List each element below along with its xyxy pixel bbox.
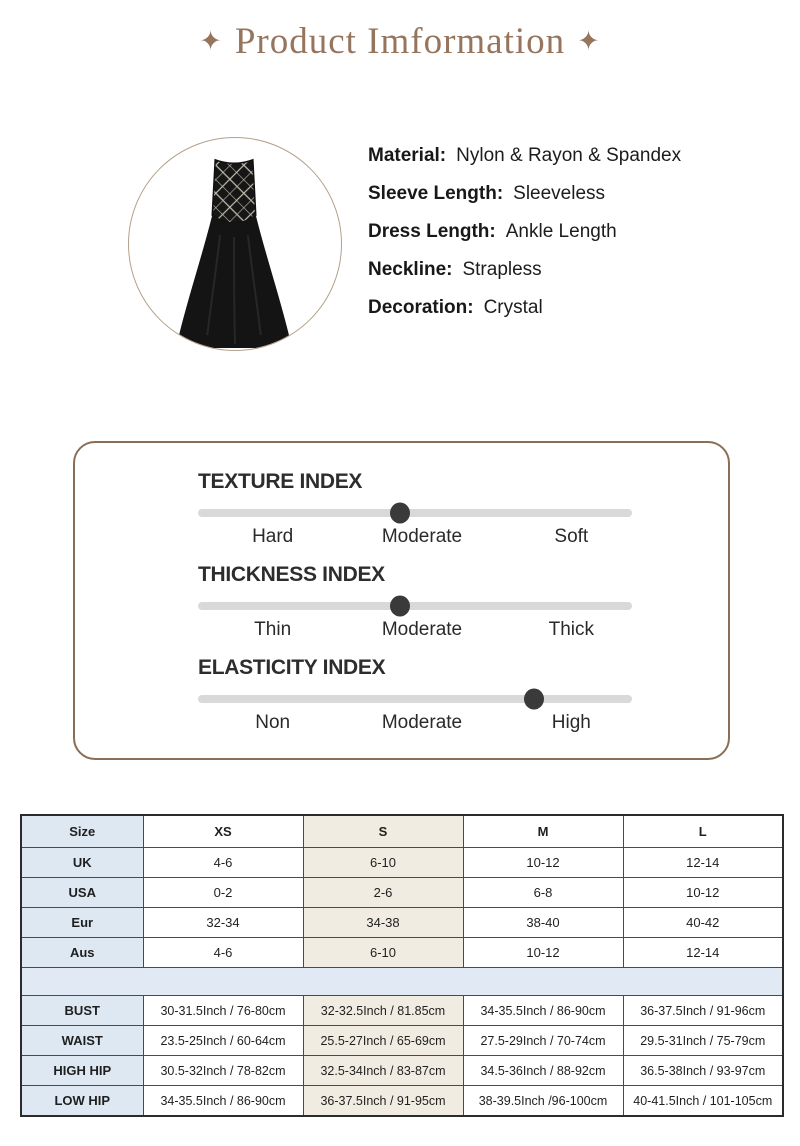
size-chart-table [20,814,784,1117]
column-header-xs: XS [143,815,303,848]
detail-row-decoration [368,296,681,320]
slider-label: Non [255,712,291,733]
slider-label: Moderate [381,712,463,733]
table-cell: 32-32.5Inch / 81.85cm [303,996,463,1026]
table-cell: 25.5-27Inch / 65-69cm [303,1026,463,1056]
elasticity-index-section [198,656,728,734]
detail-label: Sleeve Length: [368,183,504,204]
texture-slider-track [198,509,632,517]
detail-label: Decoration: [368,297,474,318]
detail-value: Sleeveless [513,183,606,204]
table-cell: 4-6 [143,848,303,878]
elasticity-slider-track [198,695,632,703]
row-label: WAIST [21,1026,143,1056]
slider-label: Soft [554,526,589,547]
table-cell: 0-2 [143,878,303,908]
thickness-index-title: THICKNESS INDEX [198,563,385,586]
table-row-usa [21,878,783,908]
table-row-uk [21,848,783,878]
fabric-index-card [73,441,730,760]
table-cell: 38-40 [463,908,623,938]
detail-label: Material: [368,145,447,166]
detail-value: Strapless [462,259,542,280]
thickness-index-section [198,563,728,641]
column-header-s: S [303,815,463,848]
table-cell: 23.5-25Inch / 60-64cm [143,1026,303,1056]
table-row-waist [21,1026,783,1056]
elasticity-index-title: ELASTICITY INDEX [198,656,386,679]
table-cell: 30.5-32Inch / 78-82cm [143,1056,303,1086]
row-label: Aus [21,938,143,968]
detail-value: Crystal [483,297,543,318]
table-cell: 34-35.5Inch / 86-90cm [463,996,623,1026]
column-header-size: Size [21,815,143,848]
table-cell: 32.5-34Inch / 83-87cm [303,1056,463,1086]
slider-label: Thin [254,619,292,640]
table-row-bust [21,996,783,1026]
row-label: USA [21,878,143,908]
page-title-text: Product Imformation [234,21,566,62]
table-row-high-hip [21,1056,783,1086]
table-cell: 32-34 [143,908,303,938]
sparkle-right-icon: ✦ [577,26,601,57]
page-title [0,0,800,63]
thickness-slider-track [198,602,632,610]
detail-value: Ankle Length [505,221,617,242]
texture-index-title: TEXTURE INDEX [198,470,363,493]
detail-row-material [368,144,681,168]
table-cell: 29.5-31Inch / 75-79cm [623,1026,783,1056]
slider-label: Moderate [381,619,463,640]
table-cell: 34-35.5Inch / 86-90cm [143,1086,303,1117]
table-cell: 36-37.5Inch / 91-96cm [623,996,783,1026]
table-cell: 6-10 [303,938,463,968]
detail-value: Nylon & Rayon & Spandex [456,145,682,166]
elasticity-slider-labels [198,712,646,734]
detail-label: Neckline: [368,259,453,280]
table-row-aus [21,938,783,968]
row-label: BUST [21,996,143,1026]
table-cell: 2-6 [303,878,463,908]
row-label: UK [21,848,143,878]
texture-slider-labels [198,526,646,548]
table-row-low-hip [21,1086,783,1117]
detail-label: Dress Length: [368,221,496,242]
spacer-cell [21,968,783,996]
table-cell: 10-12 [623,878,783,908]
table-cell: 36.5-38Inch / 93-97cm [623,1056,783,1086]
slider-label: Moderate [381,526,463,547]
table-cell: 27.5-29Inch / 70-74cm [463,1026,623,1056]
detail-row-dress-length [368,220,681,244]
table-cell: 36-37.5Inch / 91-95cm [303,1086,463,1117]
table-cell: 40-41.5Inch / 101-105cm [623,1086,783,1117]
texture-index-section [198,470,728,548]
dress-image [129,138,339,348]
table-row-eur [21,908,783,938]
column-header-l: L [623,815,783,848]
column-header-m: M [463,815,623,848]
table-cell: 10-12 [463,938,623,968]
slider-label: High [551,712,591,733]
slider-label: Hard [252,526,294,547]
texture-slider-dot [390,503,410,524]
table-header-row [21,815,783,848]
table-cell: 12-14 [623,848,783,878]
detail-row-neckline [368,258,681,282]
table-cell: 38-39.5Inch /96-100cm [463,1086,623,1117]
table-cell: 30-31.5Inch / 76-80cm [143,996,303,1026]
table-cell: 12-14 [623,938,783,968]
detail-row-sleeve-length [368,182,681,206]
table-spacer-row [21,968,783,996]
row-label: LOW HIP [21,1086,143,1117]
sparkle-left-icon: ✦ [199,26,223,57]
table-cell: 34.5-36Inch / 88-92cm [463,1056,623,1086]
product-details-list [368,137,681,334]
thickness-slider-labels [198,619,646,641]
table-cell: 6-8 [463,878,623,908]
table-cell: 40-42 [623,908,783,938]
product-info-section [128,137,800,351]
row-label: Eur [21,908,143,938]
thickness-slider-dot [390,596,410,617]
table-cell: 10-12 [463,848,623,878]
table-cell: 34-38 [303,908,463,938]
slider-label: Thick [548,619,595,640]
table-cell: 4-6 [143,938,303,968]
product-image [128,137,342,351]
row-label: HIGH HIP [21,1056,143,1086]
elasticity-slider-dot [524,689,544,710]
table-cell: 6-10 [303,848,463,878]
